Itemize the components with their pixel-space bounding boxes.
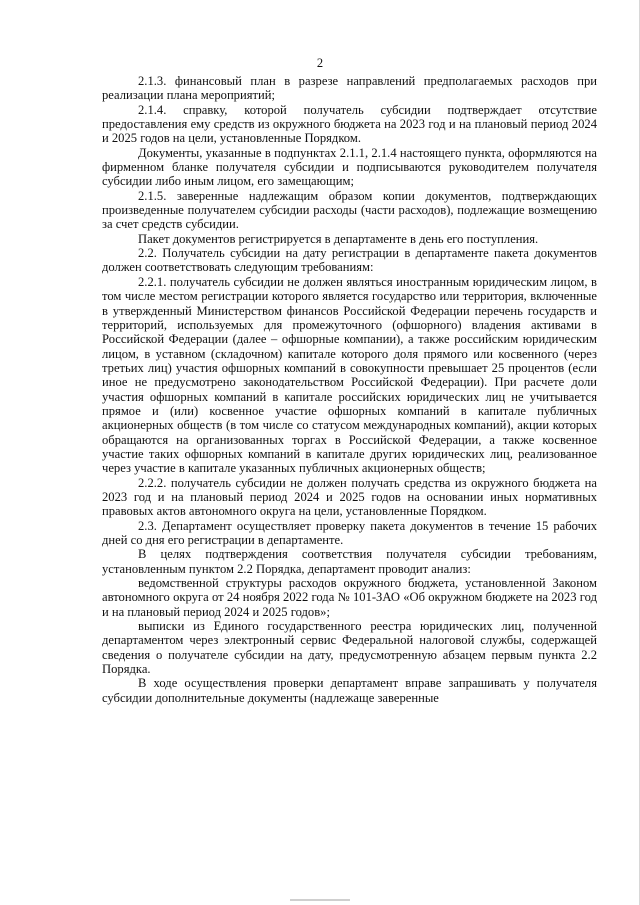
document-body bbox=[102, 74, 597, 705]
paragraph-budget-structure: ведомственной структуры расходов окружного бюджета, установленной Законом автономного округа от 24 ноября 2022 года № 101-ЗАО «Об окружном бюджете на 2023 год и на плановый период 2024 и 2025 годов»; bbox=[102, 576, 597, 619]
paragraph-2-2-2: 2.2.2. получатель субсидии не должен получать средства из окружного бюджета на 2023 год и на плановый период 2024 и 2025 годов на основании иных нормативных правовых актов автономного округа на цели, установленные Порядком. bbox=[102, 475, 597, 519]
paragraph-egrul-extract: выписки из Единого государственного реестра юридических лиц, полученной департаментом через электронный сервис Федеральной налоговой службы, содержащей сведения о получателе субсидии на дату, предусмотренную абзацем первым пункта 2.2 Порядка. bbox=[102, 619, 597, 677]
paragraph-analysis-intro: В целях подтверждения соответствия получателя субсидии требованиям, установленным пунктом 2.2 Порядка, департамент проводит анализ: bbox=[102, 547, 597, 576]
paragraph-2-2-1: 2.2.1. получатель субсидии не должен являться иностранным юридическим лицом, в том числе местом регистрации которого является государство или территория, включенные в утвержденный Министерством финансов Российской Федерации перечень государств и территорий, используемых для промежуточного (офшорного) владения активами в Российской Федерации (далее – офшорные компании), а также российским юридическим лицом, в уставном (складочном) капитале которого доля прямого или косвенного (через третьих лиц) участия офшорных компаний в совокупности превышает 25 процентов (если иное не предусмотрено законодательством Российской Федерации). При расчете доли участия офшорных компаний в капитале российских юридических лиц не учитывается прямое и (или) косвенное участие офшорных компаний в капитале публичных акционерных обществ (в том числе со статусом международных компаний), акции которых обращаются на организованных торгах в Российской Федерации, а также косвенное участие таких офшорных компаний в капитале других юридических лиц, реализованное через участие в капитале указанных публичных акционерных обществ; bbox=[102, 274, 597, 476]
paragraph-2-3: 2.3. Департамент осуществляет проверку пакета документов в течение 15 рабочих дней со дня его регистрации в департаменте. bbox=[102, 518, 597, 547]
paragraph-registration: Пакет документов регистрируется в департаменте в день его поступления. bbox=[138, 231, 539, 246]
page-number: 2 bbox=[316, 56, 324, 70]
paragraph-2-1-5: 2.1.5. заверенные надлежащим образом копии документов, подтверждающих произведенные получателем субсидии расходы (части расходов), подлежащие возмещению за счет средств субсидии. bbox=[102, 188, 597, 232]
paragraph-2-2: 2.2. Получатель субсидии на дату регистрации в департаменте пакета документов должен соответствовать следующим требованиям: bbox=[102, 246, 597, 275]
paragraph-2-1-3: 2.1.3. финансовый план в разрезе направлений предполагаемых расходов при реализации плана мероприятий; bbox=[102, 74, 597, 103]
paragraph-documents-form: Документы, указанные в подпунктах 2.1.1, 2.1.4 настоящего пункта, оформляются на фирменном бланке получателя субсидии и подписываются руководителем получателя субсидии либо иным лицом, его замещающим; bbox=[102, 145, 597, 189]
paragraph-additional-documents: В ходе осуществления проверки департамент вправе запрашивать у получателя субсидии дополнительные документы (надлежаще заверенные bbox=[102, 676, 597, 705]
paragraph-2-1-4: 2.1.4. справку, которой получатель субсидии подтверждает отсутствие предоставления ему средств из окружного бюджета на 2023 год и на плановый период 2024 и 2025 годов на цели, установленные Порядком. bbox=[102, 102, 597, 146]
scan-artifact bbox=[290, 899, 350, 901]
